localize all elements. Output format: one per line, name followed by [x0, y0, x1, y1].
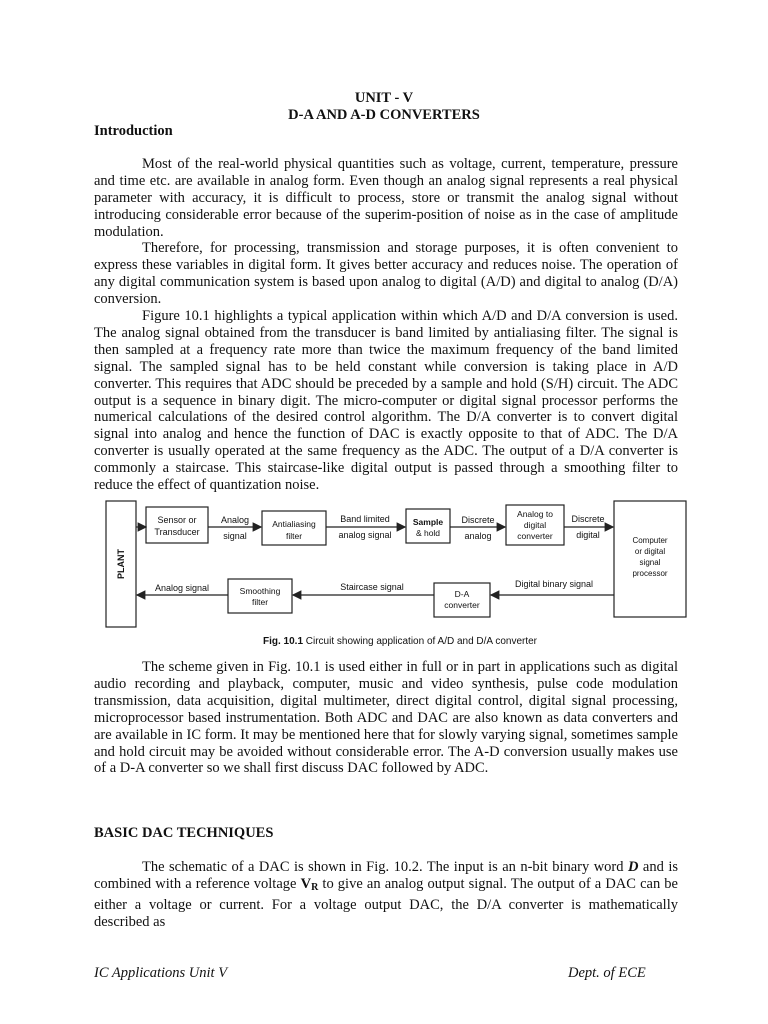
band-limited-label-1: Band limited: [340, 514, 390, 524]
sensor-block: [146, 507, 208, 543]
antialias-label-2: filter: [285, 531, 303, 541]
discrete-analog-label-2: analog: [464, 531, 492, 541]
basic-dac-heading: BASIC DAC TECHNIQUES: [94, 825, 274, 841]
adc-label-1: Analog to: [517, 509, 553, 519]
p5-symbol-v: V: [300, 875, 312, 892]
page-title: D-A AND A-D CONVERTERS: [288, 107, 480, 123]
discrete-analog-label-1: Discrete: [461, 515, 495, 525]
dac-label-2: converter: [444, 600, 480, 610]
p5-text-a: The schematic of a DAC is shown in Fig. 10.2. The input is an n-bit binary word: [142, 859, 628, 875]
body-paragraph-4: The scheme given in Fig. 10.1 is used either in full or in part in applications such as digital audio recording and playback, computer, music and video synthesis, pulse code modulation transmission, data acquisition, digital multimeter, direct digital control, digital signal processing, microprocessor based instrumentation. Both ADC and DAC are also known as data converters and are available in IC form. It may be mentioned here that for slowly varying signal, sometimes sample and hold circuit may be avoided without considerable error. The A-D conversion usually makes use of a D-A converter so we shall first discuss DAC followed by ADC.: [94, 659, 678, 777]
discrete-digital-label-1: Discrete: [571, 514, 605, 524]
antialias-label-1: Antialiasing: [272, 519, 316, 529]
discrete-digital-label-2: digital: [576, 530, 600, 540]
analog-signal-label-1: Analog: [220, 515, 250, 525]
dac-label-1: D-A: [454, 589, 470, 599]
computer-label-4: processor: [632, 569, 668, 578]
analog-signal-return-label: Analog signal: [154, 583, 210, 593]
footer-department: Dept. of ECE: [568, 965, 646, 981]
band-limited-label-2: analog signal: [338, 530, 392, 540]
figure-10-1: [104, 499, 696, 651]
p5-text-c: to give an analog output signal. The output of a DAC can be either a voltage or current. For a voltage output DAC, the D/A converter is mathematically described as: [94, 875, 678, 930]
introduction-heading: Introduction: [94, 123, 173, 139]
p5-symbol-vr: [301, 876, 319, 892]
computer-label-2: or digital: [634, 547, 666, 556]
adc-label-2: digital: [523, 520, 547, 530]
footer-course: IC Applications Unit V: [94, 965, 228, 981]
unit-title: UNIT - V: [354, 90, 414, 106]
smoothing-label-2: filter: [251, 597, 269, 607]
computer-label-1: Computer: [632, 536, 668, 545]
p5-symbol-r: R: [311, 881, 319, 893]
intro-paragraph-2: Therefore, for processing, transmission and storage purposes, it is often convenient to express these variables in digital form. It gives better accuracy and reduces noise. The operation of any digital communication system is based upon analog to digital (A/D) and digital to analog (D/A) conversion.: [94, 240, 678, 307]
figure-caption-label: Fig. 10.1: [262, 636, 303, 647]
figure-caption: [263, 636, 538, 647]
smoothing-label-1: Smoothing: [239, 586, 281, 596]
plant-label: PLANT: [116, 549, 126, 579]
p5-symbol-d: D: [627, 859, 639, 875]
sensor-label-2: Transducer: [154, 527, 200, 537]
intro-paragraph-1: Most of the real-world physical quantities such as voltage, current, temperature, pressure and time etc. are available in analog form. Even though an analog signal represents a real physical parameter with accuracy, it is difficult to process, store or transmit the analog signal without introducing considerable error because of the superim-position of noise as in the case of amplitude modulation.: [94, 156, 678, 240]
block-diagram: [104, 499, 696, 651]
adc-label-3: converter: [517, 531, 553, 541]
sample-label-2: & hold: [415, 528, 441, 538]
sensor-label-1: Sensor or: [157, 515, 197, 525]
analog-signal-label-2: signal: [223, 531, 247, 541]
sample-label-1: Sample: [412, 517, 444, 527]
body-paragraph-5: [94, 859, 678, 931]
intro-paragraph-3: Figure 10.1 highlights a typical application within which A/D and D/A conversion is used. The analog signal obtained from the transducer is band limited by antialiasing filter. The signal is then sampled at a frequency rate more than twice the maximum frequency of the band limited signal. The sampled signal has to be held constant while conversion is taking place in A/D converter. This requires that ADC should be preceded by a sample and hold (S/H) circuit. The ADC output is a sequence in binary digit. The micro-computer or digital signal processor performs the numerical calculations of the desired control algorithm. The D/A converter is to convert digital signal into analog and hence the function of DAC is exactly opposite to that of ADC. The D/A converter is usually operated at the same frequency as the ADC. The output of a D/A converter is commonly a staircase. This staircase-like digital output is passed through a smoothing filter to reduce the effect of quantization noise.: [94, 308, 678, 494]
p5-text-b: and is combined with a reference voltage: [94, 859, 679, 892]
smoothing-filter-block: [228, 579, 292, 613]
staircase-signal-label: Staircase signal: [340, 582, 404, 592]
figure-caption-text: Circuit showing application of A/D and D/A converter: [305, 636, 538, 647]
computer-label-3: signal: [639, 558, 661, 567]
digital-binary-label: Digital binary signal: [514, 579, 594, 589]
